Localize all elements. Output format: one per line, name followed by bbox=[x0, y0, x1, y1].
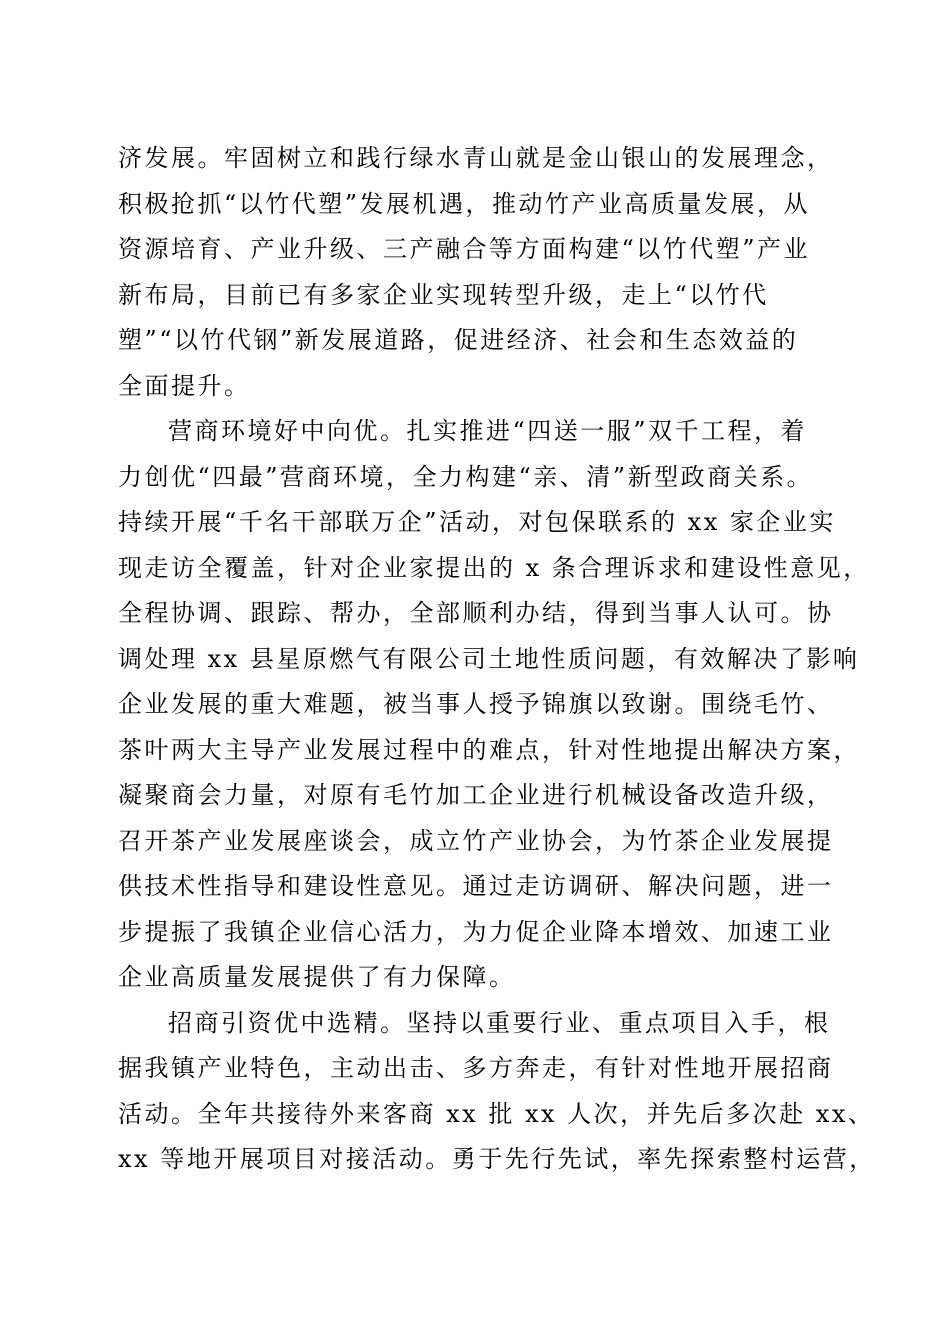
text-line: 新布局，目前已有多家企业实现转型升级，走上“以竹代 bbox=[118, 280, 769, 309]
text-line: 据我镇产业特色，主动出击、多方奔走，有针对性地开展招商 bbox=[118, 1054, 834, 1082]
text-line: 凝聚商会力量，对原有毛竹加工企业进行机械设备改造升级， bbox=[118, 781, 834, 809]
text-line: 力创优“四最”营商环境，全力构建“亲、清”新型政商关系。 bbox=[118, 462, 814, 491]
text-line: 济发展。牢固树立和践行绿水青山就是金山银山的发展理念， bbox=[118, 144, 834, 172]
text-line: 全面提升。 bbox=[118, 371, 251, 400]
text-line: 资源培育、产业升级、三产融合等方面构建“以竹代塑”产业 bbox=[118, 235, 811, 263]
text-line: 步提振了我镇企业信心活力，为力促企业降本增效、加速工业 bbox=[118, 917, 834, 946]
text-line: 塑”“以竹代钢”新发展道路，促进经济、社会和生态效益的 bbox=[118, 326, 799, 354]
text-line: 供技术性指导和建设性意见。通过走访调研、解决问题，进一 bbox=[118, 872, 834, 900]
text-line: 茶叶两大主导产业发展过程中的难点，针对性地提出解决方案， bbox=[118, 735, 860, 764]
text-line: 持续开展“千名干部联万企”活动，对包保联系的 xx 家企业实 bbox=[118, 508, 836, 536]
body-text bbox=[118, 136, 876, 1183]
paragraph-start-line: 营商环境好中向优。扎实推进“四送一服”双千工程，着 bbox=[168, 417, 808, 445]
paragraph-start-line: 招商引资优中选精。坚持以重要行业、重点项目入手，根 bbox=[168, 1008, 831, 1037]
text-line: 企业高质量发展提供了有力保障。 bbox=[118, 963, 516, 991]
text-line: 企业发展的重大难题，被当事人授予锦旗以致谢。围绕毛竹、 bbox=[118, 690, 834, 718]
text-line: 全程协调、跟踪、帮办，全部顺利办结，得到当事人认可。协 bbox=[118, 599, 834, 627]
text-line: 活动。全年共接待外来客商 xx 批 xx 人次，并先后多次赴 xx、 bbox=[118, 1099, 875, 1128]
text-line: 召开茶产业发展座谈会，成立竹产业协会，为竹茶企业发展提 bbox=[118, 826, 834, 855]
text-line: 调处理 xx 县星原燃气有限公司土地性质问题，有效解决了影响 bbox=[118, 644, 860, 673]
text-line: 现走访全覆盖，针对企业家提出的 x 条合理诉求和建设性意见， bbox=[118, 553, 870, 582]
text-line: 积极抢抓“以竹代塑”发展机遇，推动竹产业高质量发展，从 bbox=[118, 189, 811, 218]
text-line: xx 等地开展项目对接活动。勇于先行先试，率先探索整村运营， bbox=[118, 1145, 876, 1173]
